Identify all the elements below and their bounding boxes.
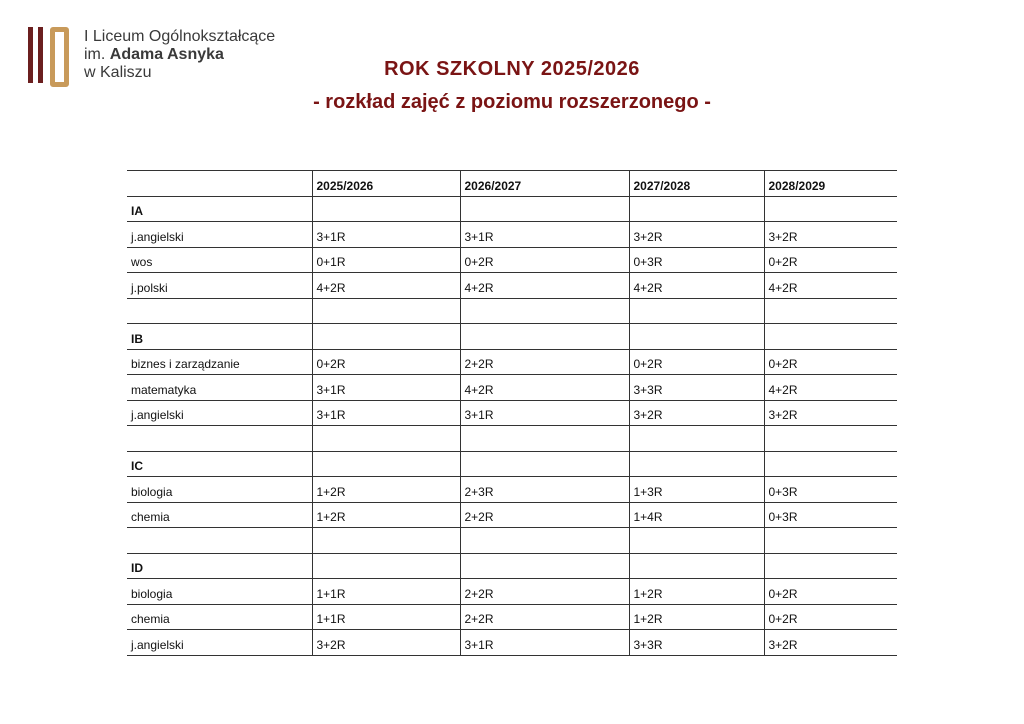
table-cell xyxy=(629,553,764,579)
hours-cell: 1+4R xyxy=(629,502,764,528)
hours-cell: 1+2R xyxy=(312,502,460,528)
hours-cell: 0+2R xyxy=(460,247,629,273)
table-cell xyxy=(629,426,764,452)
table-row xyxy=(127,375,897,401)
hours-cell: 3+1R xyxy=(460,400,629,426)
table-cell xyxy=(764,553,897,579)
hours-cell: 2+2R xyxy=(460,579,629,605)
table-cell xyxy=(629,298,764,324)
subject-cell: j.angielski xyxy=(127,222,312,248)
hours-cell: 0+3R xyxy=(764,502,897,528)
table-row xyxy=(127,273,897,299)
hours-cell: 3+1R xyxy=(460,630,629,656)
hours-cell: 0+2R xyxy=(764,579,897,605)
table-cell xyxy=(460,451,629,477)
hours-cell: 1+1R xyxy=(312,579,460,605)
table-row xyxy=(127,604,897,630)
school-patron: Adama Asnyka xyxy=(109,46,224,63)
hours-cell: 0+2R xyxy=(764,247,897,273)
hours-cell: 3+2R xyxy=(764,400,897,426)
class-group-label: ID xyxy=(127,553,312,579)
page-title: ROK SZKOLNY 2025/2026 xyxy=(384,58,640,80)
table-cell xyxy=(460,426,629,452)
table-cell xyxy=(460,298,629,324)
class-group-label: IA xyxy=(127,196,312,222)
spacer-row xyxy=(127,426,897,452)
column-header: 2026/2027 xyxy=(460,171,629,197)
table-cell xyxy=(764,528,897,554)
hours-cell: 3+2R xyxy=(312,630,460,656)
table-row xyxy=(127,502,897,528)
hours-cell: 0+3R xyxy=(629,247,764,273)
table-cell xyxy=(629,196,764,222)
group-row xyxy=(127,196,897,222)
hours-cell: 2+2R xyxy=(460,349,629,375)
table-cell xyxy=(764,324,897,350)
subject-cell: wos xyxy=(127,247,312,273)
hours-cell: 4+2R xyxy=(629,273,764,299)
hours-cell: 0+3R xyxy=(764,477,897,503)
column-header: 2027/2028 xyxy=(629,171,764,197)
hours-cell: 1+3R xyxy=(629,477,764,503)
table-cell xyxy=(764,196,897,222)
hours-cell: 2+2R xyxy=(460,604,629,630)
table-cell xyxy=(629,451,764,477)
subject-cell: chemia xyxy=(127,604,312,630)
hours-cell: 4+2R xyxy=(764,273,897,299)
page-subtitle: - rozkład zajęć z poziomu rozszerzonego - xyxy=(313,91,711,113)
table-row xyxy=(127,349,897,375)
hours-cell: 0+2R xyxy=(629,349,764,375)
hours-cell: 1+2R xyxy=(629,579,764,605)
table-row xyxy=(127,477,897,503)
subject-cell: biznes i zarządzanie xyxy=(127,349,312,375)
table-cell xyxy=(312,324,460,350)
hours-cell: 3+3R xyxy=(629,375,764,401)
table-cell xyxy=(460,553,629,579)
table-cell xyxy=(312,528,460,554)
class-group-label: IB xyxy=(127,324,312,350)
group-row xyxy=(127,553,897,579)
class-group-label: IC xyxy=(127,451,312,477)
hours-cell: 3+1R xyxy=(312,375,460,401)
table-cell xyxy=(460,196,629,222)
hours-cell: 3+2R xyxy=(629,222,764,248)
subject-cell: j.angielski xyxy=(127,400,312,426)
column-header xyxy=(127,171,312,197)
subject-cell: matematyka xyxy=(127,375,312,401)
hours-cell: 4+2R xyxy=(764,375,897,401)
hours-cell: 0+2R xyxy=(764,604,897,630)
school-name-line3: w Kaliszu xyxy=(84,64,152,81)
subject-cell: biologia xyxy=(127,477,312,503)
header-row xyxy=(127,171,897,197)
table-cell xyxy=(312,196,460,222)
school-name-prefix: im. xyxy=(84,46,110,63)
table-cell xyxy=(764,426,897,452)
schedule-body xyxy=(127,196,897,655)
group-row xyxy=(127,324,897,350)
hours-cell: 3+1R xyxy=(312,222,460,248)
schedule-header xyxy=(127,171,897,197)
hours-cell: 2+2R xyxy=(460,502,629,528)
hours-cell: 1+1R xyxy=(312,604,460,630)
school-name-line1: I Liceum Ogólnokształcące xyxy=(84,28,276,45)
table-cell xyxy=(629,324,764,350)
table-row xyxy=(127,579,897,605)
table-row xyxy=(127,630,897,656)
hours-cell: 0+1R xyxy=(312,247,460,273)
table-cell xyxy=(312,298,460,324)
table-cell xyxy=(460,528,629,554)
hours-cell: 3+2R xyxy=(764,222,897,248)
subject-cell: j.angielski xyxy=(127,630,312,656)
spacer-row xyxy=(127,528,897,554)
subject-cell: biologia xyxy=(127,579,312,605)
spacer-row xyxy=(127,298,897,324)
table-cell xyxy=(312,451,460,477)
table-cell xyxy=(127,528,312,554)
group-row xyxy=(127,451,897,477)
table-cell xyxy=(127,426,312,452)
hours-cell: 3+2R xyxy=(764,630,897,656)
table-cell xyxy=(127,298,312,324)
subject-cell: chemia xyxy=(127,502,312,528)
hours-cell: 3+3R xyxy=(629,630,764,656)
table-cell xyxy=(460,324,629,350)
hours-cell: 4+2R xyxy=(312,273,460,299)
hours-cell: 2+3R xyxy=(460,477,629,503)
subject-cell: j.polski xyxy=(127,273,312,299)
table-cell xyxy=(764,298,897,324)
column-header: 2025/2026 xyxy=(312,171,460,197)
table-cell xyxy=(629,528,764,554)
schedule-table xyxy=(127,170,897,656)
hours-cell: 0+2R xyxy=(764,349,897,375)
table-cell xyxy=(312,426,460,452)
hours-cell: 4+2R xyxy=(460,375,629,401)
hours-cell: 3+2R xyxy=(629,400,764,426)
hours-cell: 3+1R xyxy=(312,400,460,426)
table-row xyxy=(127,400,897,426)
hours-cell: 3+1R xyxy=(460,222,629,248)
hours-cell: 1+2R xyxy=(312,477,460,503)
table-row xyxy=(127,222,897,248)
hours-cell: 0+2R xyxy=(312,349,460,375)
table-row xyxy=(127,247,897,273)
table-cell xyxy=(764,451,897,477)
hours-cell: 4+2R xyxy=(460,273,629,299)
column-header: 2028/2029 xyxy=(764,171,897,197)
hours-cell: 1+2R xyxy=(629,604,764,630)
table-cell xyxy=(312,553,460,579)
